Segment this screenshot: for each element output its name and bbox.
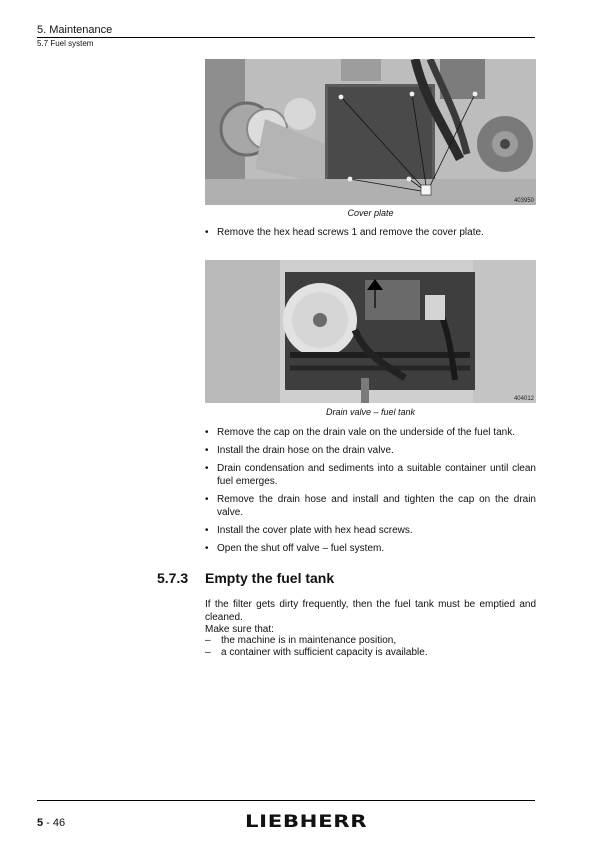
section-title: Empty the fuel tank [205,570,335,586]
section-paragraph: If the filter gets dirty frequently, then the fuel tank must be emptied and cleaned. [205,599,536,623]
dash-symbol: – [205,635,211,646]
section-subtitle: 5.7 Fuel system [37,39,94,48]
section-number: 5.7.3 [157,570,189,586]
page-chapter: 5 [37,817,44,829]
list-item: • Remove the drain hose and install and tighten the cap on the drain valve. [205,493,536,519]
step-list [205,226,536,244]
list-item: • Remove the cap on the drain vale on the underside of the fuel tank. [205,426,536,439]
dash-item-text: the machine is in maintenance position, [221,635,397,646]
page-number [37,817,65,829]
figure-caption: Drain valve – fuel tank [325,407,416,417]
photo-id: 404012 [513,396,534,402]
dash-item [205,646,428,659]
photo-id: 403950 [513,198,534,204]
list-item: • Remove the hex head screws 1 and remove the cover plate. [205,226,536,239]
header-rule [37,37,535,38]
footer-rule [37,800,535,801]
make-sure-label: Make sure that: [205,624,274,635]
cover-plate-photo [205,59,536,205]
list-item: • Install the drain hose on the drain valve. [205,444,536,457]
drain-valve-photo [205,260,536,403]
chapter-title: 5. Maintenance [37,24,113,36]
list-item: • Install the cover plate with hex head screws. [205,524,536,537]
list-item: • Drain condensation and sediments into a suitable container until clean fuel emerges. [205,462,536,488]
list-item: • Open the shut off valve – fuel system. [205,542,536,555]
dash-item-text: a container with sufficient capacity is available. [221,647,428,658]
figure-caption: Cover plate [347,208,394,218]
step-list [205,426,536,560]
page-index: - 46 [43,817,66,829]
liebherr-logo: LIEBHERR [245,812,368,832]
dash-symbol: – [205,647,211,658]
